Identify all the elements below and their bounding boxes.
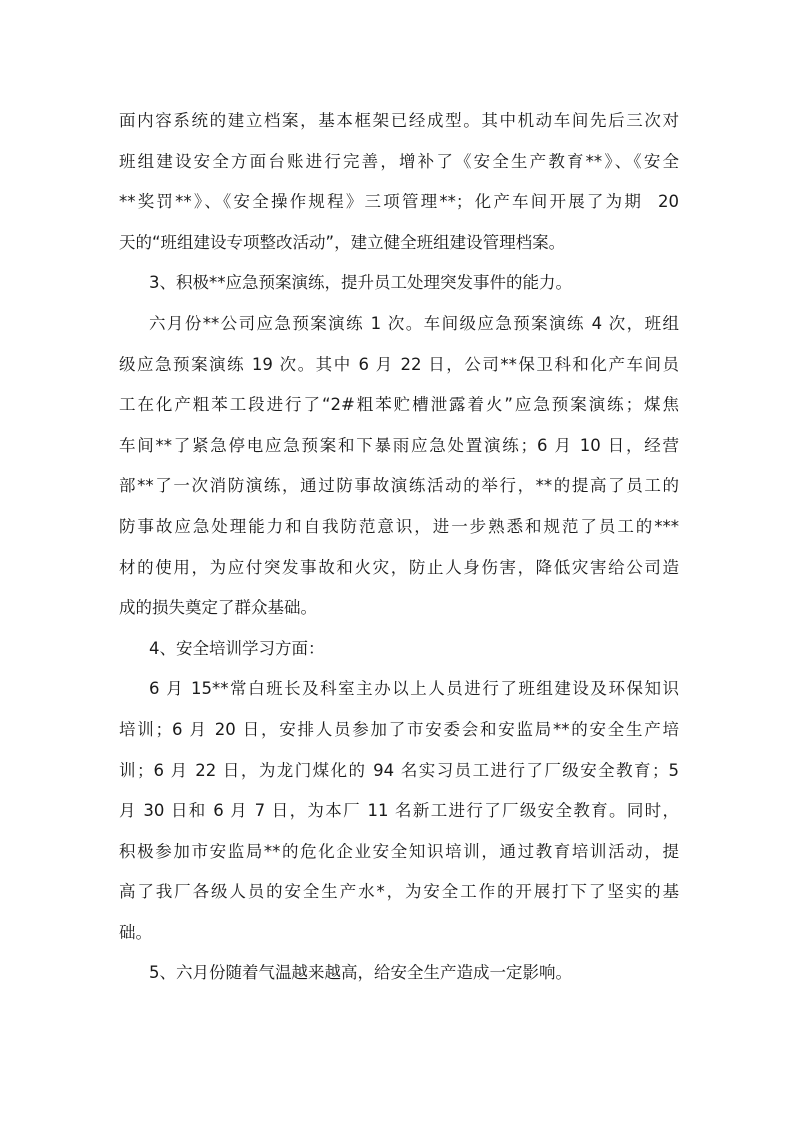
- text-line: 4、安全培训学习方面：: [149, 638, 325, 658]
- section-heading: [119, 263, 679, 304]
- text-line: 天的“班组建设专项整改活动”，建立健全班组建设管理档案。: [119, 232, 566, 252]
- paragraph: [119, 669, 679, 953]
- paragraph: [119, 101, 679, 263]
- text-line: 3、积极**应急预案演练，提升员工处理突发事件的能力。: [149, 273, 572, 293]
- text-line: 防事故应急处理能力和自我防范意识，进一步熟悉和规范了员工的***: [119, 516, 679, 536]
- text-line: 部**了一次消防演练，通过防事故演练活动的举行，**的提高了员工的: [119, 476, 679, 496]
- text-line: 月 30 日和 6 月 7 日，为本厂 11 名新工进行了厂级安全教育。同时，: [119, 801, 679, 821]
- text-line: 工在化产粗苯工段进行了“2#粗苯贮槽泄露着火”应急预案演练；煤焦: [119, 395, 679, 415]
- text-line: 训；6 月 22 日，为龙门煤化的 94 名实习员工进行了厂级安全教育；5: [119, 760, 679, 780]
- section-heading: [119, 953, 679, 994]
- text-line: 材的使用，为应付突发事故和火灾，防止人身伤害，降低灾害给公司造: [119, 557, 679, 577]
- text-line: 成的损失奠定了群众基础。: [119, 598, 317, 618]
- document-body: [119, 101, 679, 994]
- text-line: 6 月 15**常白班长及科室主办以上人员进行了班组建设及环保知识: [149, 679, 679, 699]
- text-line: 础。: [119, 922, 152, 942]
- text-line: 班组建设安全方面台账进行完善，增补了《安全生产教育**》、《安全: [119, 151, 679, 171]
- text-line: 培训；6 月 20 日，安排人员参加了市安委会和安监局**的安全生产培: [119, 719, 679, 739]
- text-line: 高了我厂各级人员的安全生产水*，为安全工作的开展打下了坚实的基: [119, 882, 679, 902]
- text-line: 5、六月份随着气温越来越高，给安全生产造成一定影响。: [149, 963, 572, 983]
- section-heading: [119, 629, 679, 670]
- text-line: 级应急预案演练 19 次。其中 6 月 22 日，公司**保卫科和化产车间员: [119, 354, 679, 374]
- text-line: 六月份**公司应急预案演练 1 次。车间级应急预案演练 4 次，班组: [149, 313, 679, 333]
- paragraph: [119, 304, 679, 629]
- text-line: 车间**了紧急停电应急预案和下暴雨应急处置演练；6 月 10 日，经营: [119, 435, 679, 455]
- text-line: 面内容系统的建立档案，基本框架已经成型。其中机动车间先后三次对: [119, 111, 679, 130]
- text-line: **奖罚**》、《安全操作规程》三项管理**；化产车间开展了为期 20: [119, 192, 679, 212]
- text-line: 积极参加市安监局**的危化企业安全知识培训，通过教育培训活动，提: [119, 841, 679, 861]
